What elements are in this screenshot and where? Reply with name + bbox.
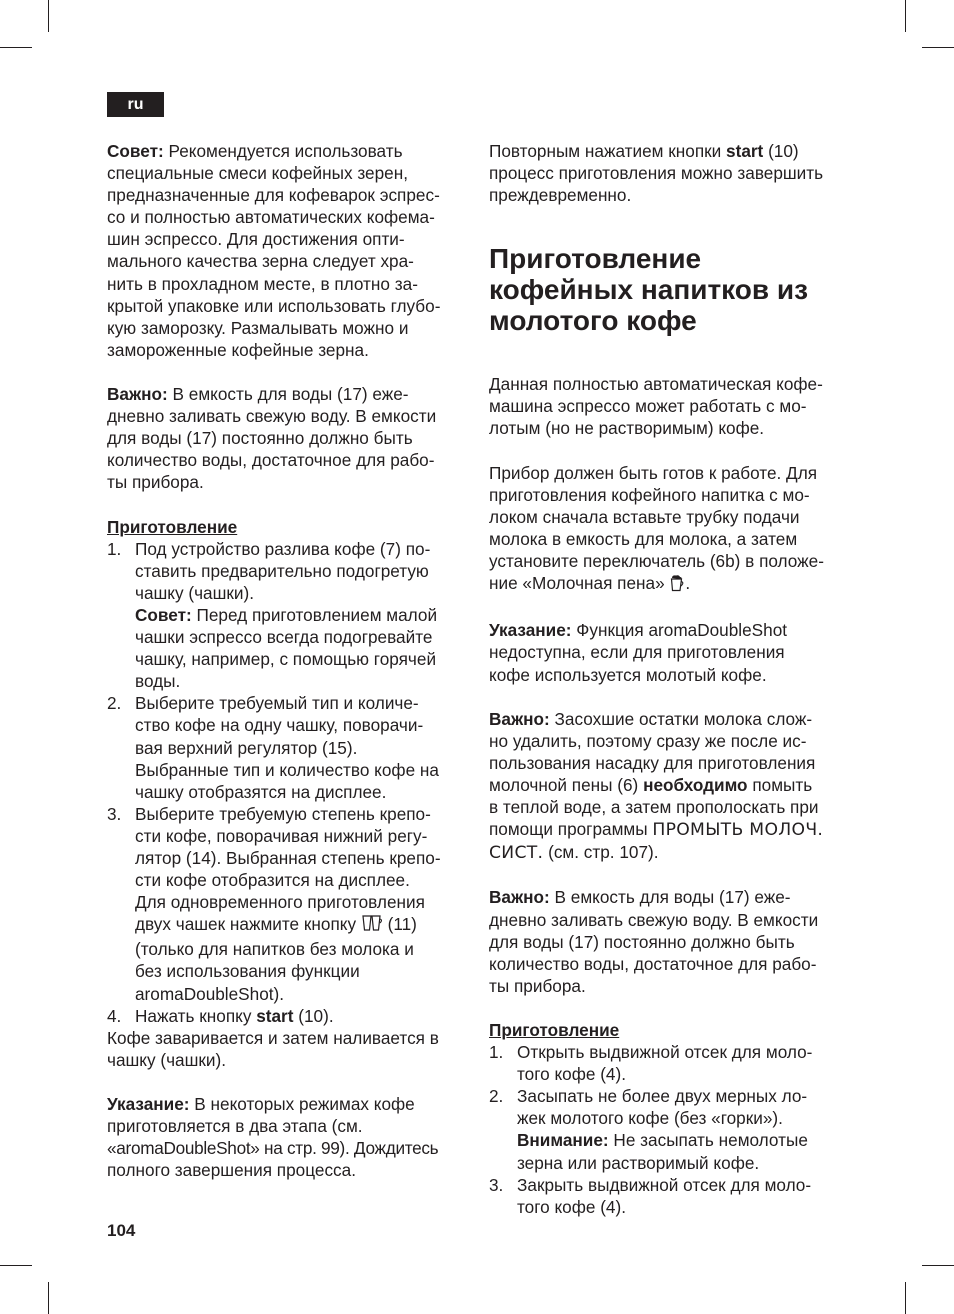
note-label: Указание: xyxy=(489,620,572,641)
crop-mark xyxy=(905,0,906,32)
language-badge: ru xyxy=(107,92,164,117)
section-heading: Приготовление xyxy=(107,516,238,537)
tip-label: Совет: xyxy=(107,141,164,161)
list-item: 1. Открыть выдвижной отсек для моло- того кофе (4). xyxy=(489,1042,813,1085)
crop-mark xyxy=(922,1265,954,1266)
crop-mark xyxy=(48,1282,49,1314)
section-heading: Приготовление xyxy=(489,1020,620,1040)
list-item: 3. Закрыть выдвижной отсек для моло- того кофе (4). xyxy=(489,1174,812,1217)
list-item: 2. Выберите требуемый тип и количе- ство кофе на одну чашку, поворачи- вая верхний регулятор (15). Выбранные тип и количество кофе на чашку отобразятся на дисплее. xyxy=(107,693,439,802)
note-paragraph: Указание: В некоторых режимах кофе xyxy=(107,1094,415,1115)
important-label: Важно: xyxy=(489,887,550,908)
page-title: Приготовление кофейных напитков из молотого кофе xyxy=(489,243,809,337)
crop-mark xyxy=(922,47,954,48)
page-number: 104 xyxy=(107,1221,136,1240)
milk-froth-icon xyxy=(669,574,685,597)
display-program-text: СИСТ. xyxy=(489,843,544,864)
left-column: Совет: Рекомендуется использовать специальные смеси кофейных зерен, предназначенные для кофеварок эспрес- со и полностью автоматических кофема- шин эспрессо. Для достижения опти- мального качества зерна следует хра- нить в прохладном месте, в плотно за- крытой упаковке или использовать глубо- кую заморозку. Размалывать можно и замороженные кофейные зерна. Важно: В емкость для воды (17) еже- дневно заливать свежую воду. В емкости для воды (17) постоянно должно быть количество воды, достаточное для рабо- ты прибора. Приготовление 1. Под устройство разлива кофе (7) по- ставить предварительно подогретую чашку (чашки). Совет: Перед приготовлением малой чашки эспрессо всегда подогревайте чашку, например, с помощью горячей воды. 2. Выберите требуемый тип и количе- ство кофе на одну чашку, поворачи- вая верхний регулятор (15). Выбранные тип и количество кофе на чашку отобразятся на дисплее. 3. Выберите требуемую степень крепо- сти кофе, поворачивая нижний регу- лятор (14). Выбранная степень крепо- сти кофе отобразится на дисплее. Для одновременного приготовления двух чашек нажмите кнопку (11) (только для напитков без молока и без использования функции aromaDoubleShot). 4. Нажать кнопку start (10). Кофе заваривается и затем наливается в чашку (чашки). Указание: В некоторых режимах кофе приготовляется в два этапа (см. «aromaDoubleShot» на стр. 99). Дождитесь полного завершения процесса. xyxy=(107,140,469,1181)
tip-paragraph: Совет: Рекомендуется использовать xyxy=(107,141,403,161)
right-column: Повторным нажатием кнопки start (10) процесс приготовления можно завершить преждевременно. Приготовление кофейных напитков из молотого кофе Данная полностью автоматическая кофе- машина эспрессо может работать с мо- лотым (но не растворимым) кофе. Прибор должен быть готов к работе. Для приготовления кофейного напитка с мо- локом сначала вставьте трубку подачи молока в емкость для молока, а затем установите переключатель (6b) в положе- ние «Молочная пена» . Указание: Функция aromaDoubleShot недоступна, если для приготовления кофе используется молотый кофе. Важно: Засохшие остатки молока слож- но удалить, поэтому сразу же после ис- пользования насадку для приготовления молочной пены (6) необходимо помыть в теплой воде, а затем прополоскать при помощи программы ПРОМЫТЬ МОЛОЧ. СИСТ. (см. стр. 107). Важно: В емкость для воды (17) еже- дневно заливать свежую воду. В емкости для воды (17) постоянно должно быть количество воды, достаточное для рабо- ты прибора. Приготовление 1. Открыть выдвижной отсек для моло- того кофе (4). 2. Засыпать не более двух мерных ло- жек молотого кофе (без «горки»). Внимание: Не засыпать немолотые зерна или растворимый кофе. 3. Закрыть выдвижной отсек для моло- того кофе (4). xyxy=(489,140,851,1218)
list-item: 2. Засыпать не более двух мерных ло- жек молотого кофе (без «горки»). Внимание: Не засыпать немолотые зерна или растворимый кофе. xyxy=(489,1086,808,1173)
double-cup-icon xyxy=(361,913,383,938)
display-program-text: ПРОМЫТЬ МОЛОЧ. xyxy=(652,820,824,841)
list-item: 3. Выберите требуемую степень крепо- сти кофе, поворачивая нижний регу- лятор (14). Выбранная степень крепо- сти кофе отобразится на дисплее. Для одновременного приготовления двух чашек нажмите кнопку (11) (только для напитков без молока и без использования функции aromaDoubleShot). xyxy=(107,803,441,1004)
important-label: Важно: xyxy=(107,384,168,405)
list-item: 1. Под устройство разлива кофе (7) по- ставить предварительно подогретую чашку (чашки). Совет: Перед приготовлением малой чашки эспрессо всегда подогревайте чашку, например, с помощью горячей воды. xyxy=(107,538,438,692)
list-item: 4. Нажать кнопку start (10). xyxy=(107,1005,334,1026)
crop-mark xyxy=(0,1265,32,1266)
tip-label: Совет: xyxy=(135,604,192,625)
crop-mark xyxy=(0,47,32,48)
crop-mark xyxy=(905,1282,906,1314)
important-paragraph: Важно: В емкость для воды (17) еже- xyxy=(107,384,409,405)
warning-label: Внимание: xyxy=(517,1130,609,1151)
note-label: Указание: xyxy=(107,1094,190,1115)
important-label: Важно: xyxy=(489,708,550,729)
crop-mark xyxy=(48,0,49,32)
